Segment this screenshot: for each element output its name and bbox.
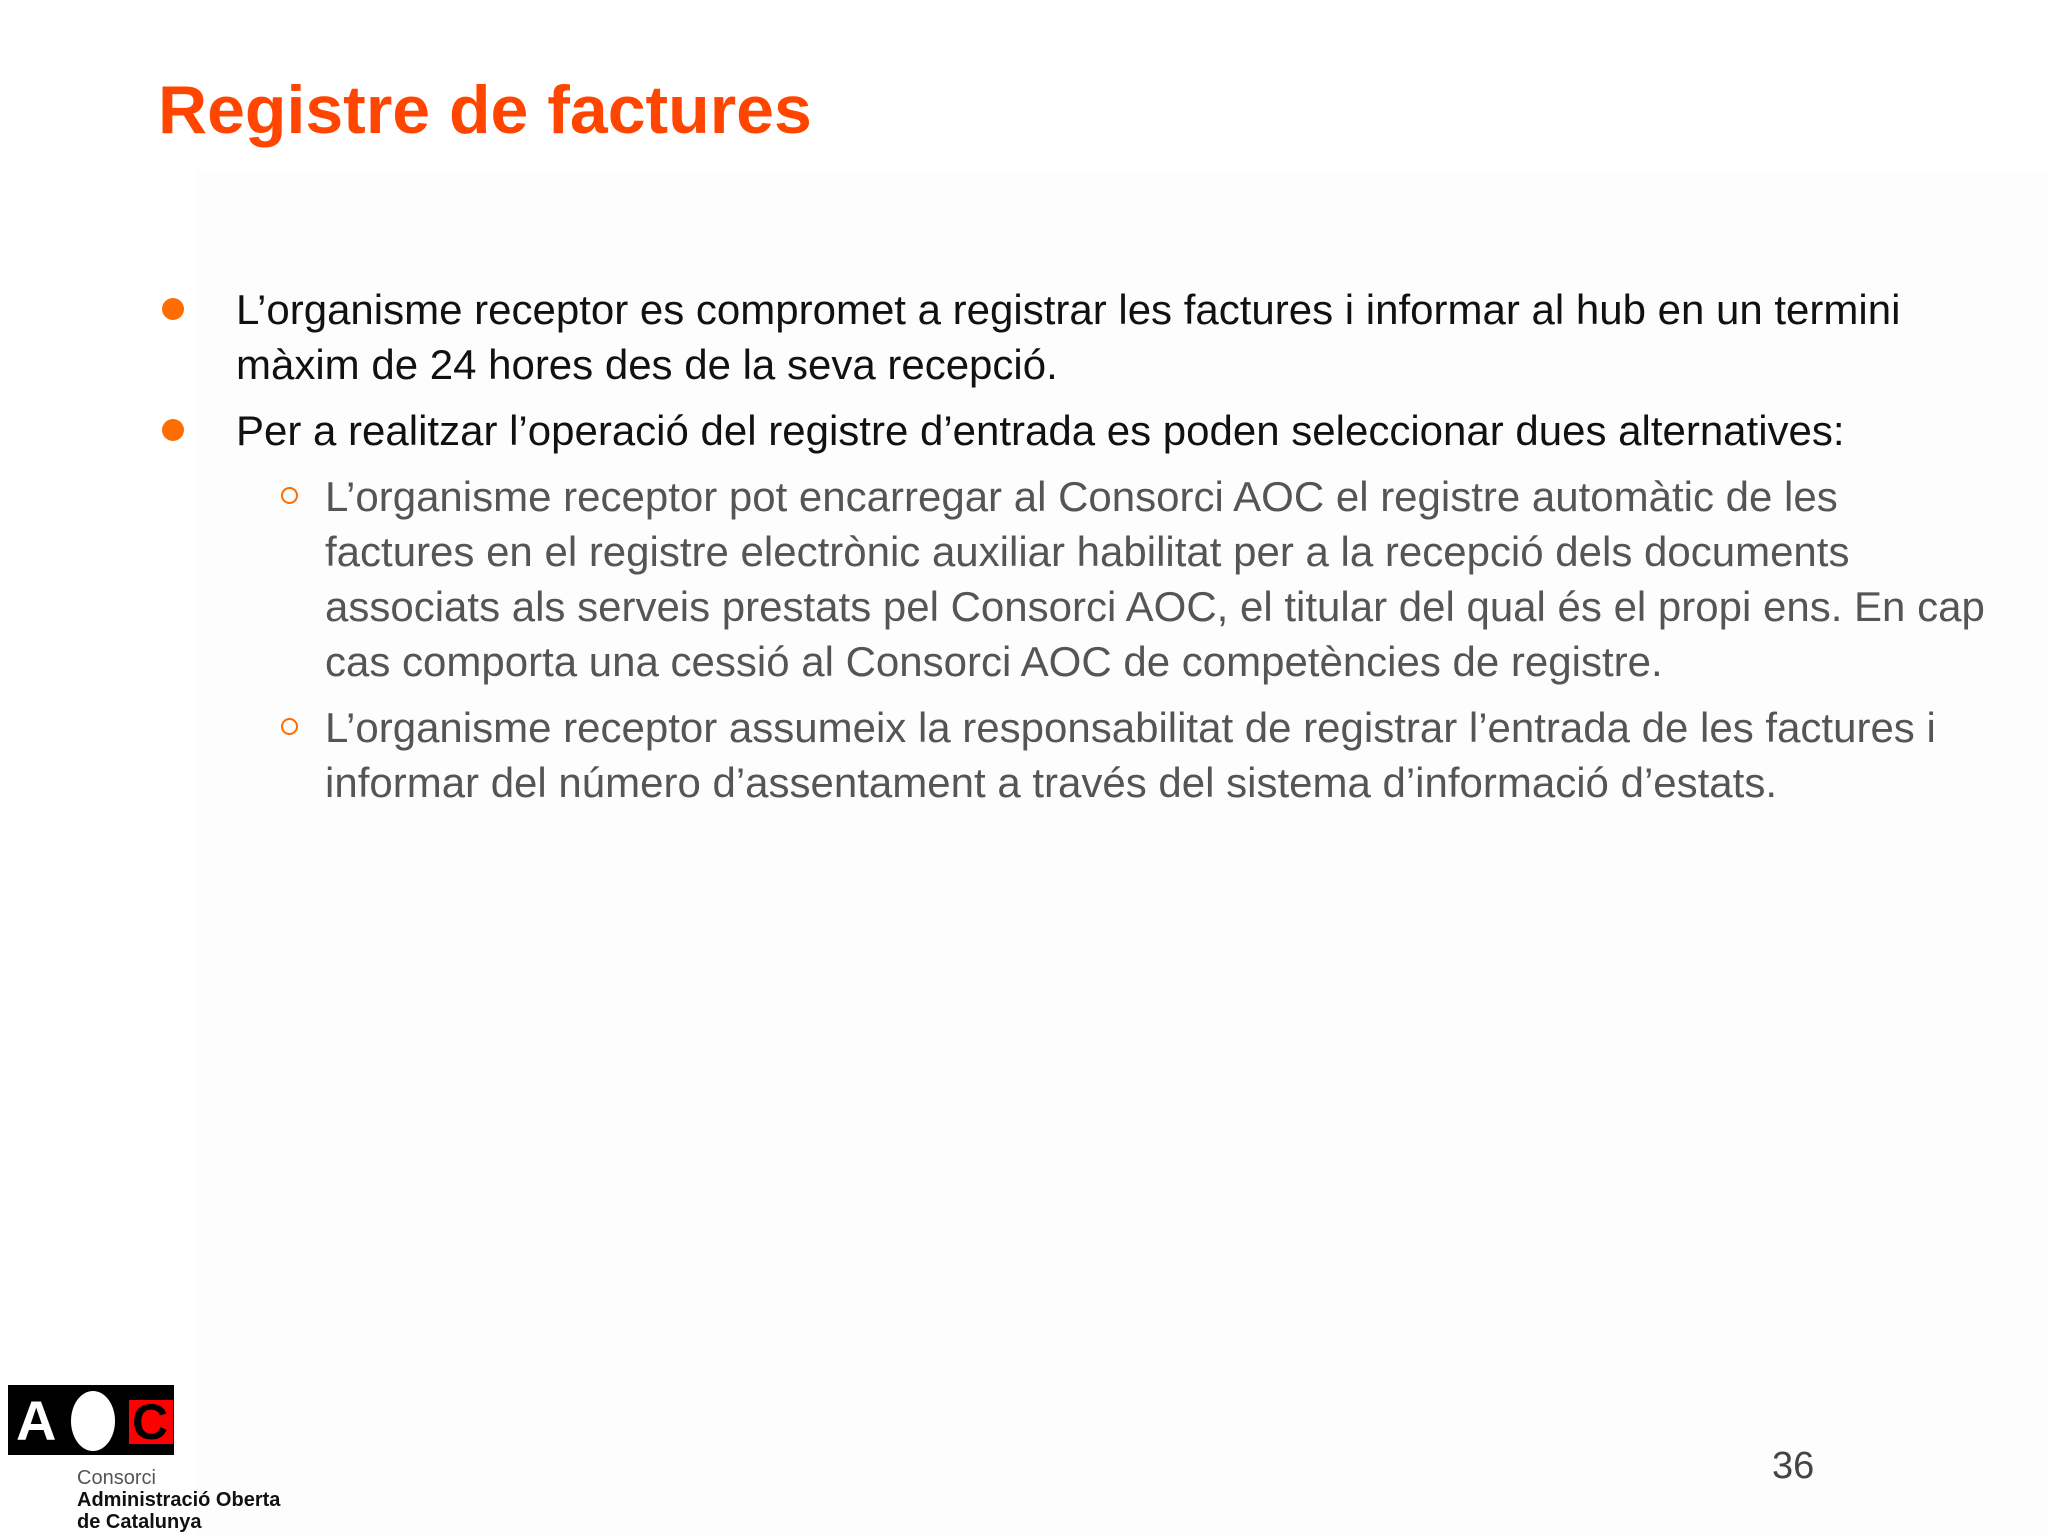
- bullet-text: Per a realitzar l’operació del registre d’entrada es poden seleccionar dues alternatives:: [236, 407, 1845, 454]
- sub-bullet-circle-icon: [281, 487, 298, 504]
- aoc-logo: [8, 1385, 174, 1455]
- org-line: Administració Oberta: [77, 1489, 281, 1511]
- bullet-text: L’organisme receptor es compromet a registrar les factures i informar al hub en un termini màxim de 24 hores des de la seva recepció.: [236, 286, 1901, 388]
- logo-letter-a: A: [16, 1389, 57, 1452]
- slide-title: Registre de factures: [158, 72, 812, 148]
- sub-bullet-item: [0, 469, 1985, 689]
- bullet-dot-icon: [162, 419, 184, 441]
- page-number: 36: [1772, 1445, 1815, 1487]
- slide-content: [0, 282, 2048, 821]
- org-line: Consorci: [77, 1467, 156, 1489]
- sub-bullet-text: L’organisme receptor assumeix la responsabilitat de registrar l’entrada de les factures i informar del número d’assentament a través del sistema d’informació d’estats.: [325, 704, 1936, 806]
- bullet-dot-icon: [162, 298, 184, 320]
- sub-bullet-text: L’organisme receptor pot encarregar al Consorci AOC el registre automàtic de les factures en el registre electrònic auxiliar habilitat per a la recepció dels documents associats als serveis prestats pel Consorci AOC, el titular del qual és el propi ens. En cap cas comporta una cessió al Consorci AOC de competències de registre.: [325, 473, 1985, 685]
- sub-bullet-item: [0, 700, 1985, 810]
- bullet-item: [0, 282, 1936, 392]
- logo-letter-o-icon: [71, 1391, 115, 1451]
- logo-letter-c: C: [132, 1394, 169, 1450]
- org-line: de Catalunya: [77, 1511, 202, 1533]
- organization-name: [77, 1467, 280, 1533]
- sub-bullet-circle-icon: [281, 718, 298, 735]
- bullet-item: [0, 403, 1936, 458]
